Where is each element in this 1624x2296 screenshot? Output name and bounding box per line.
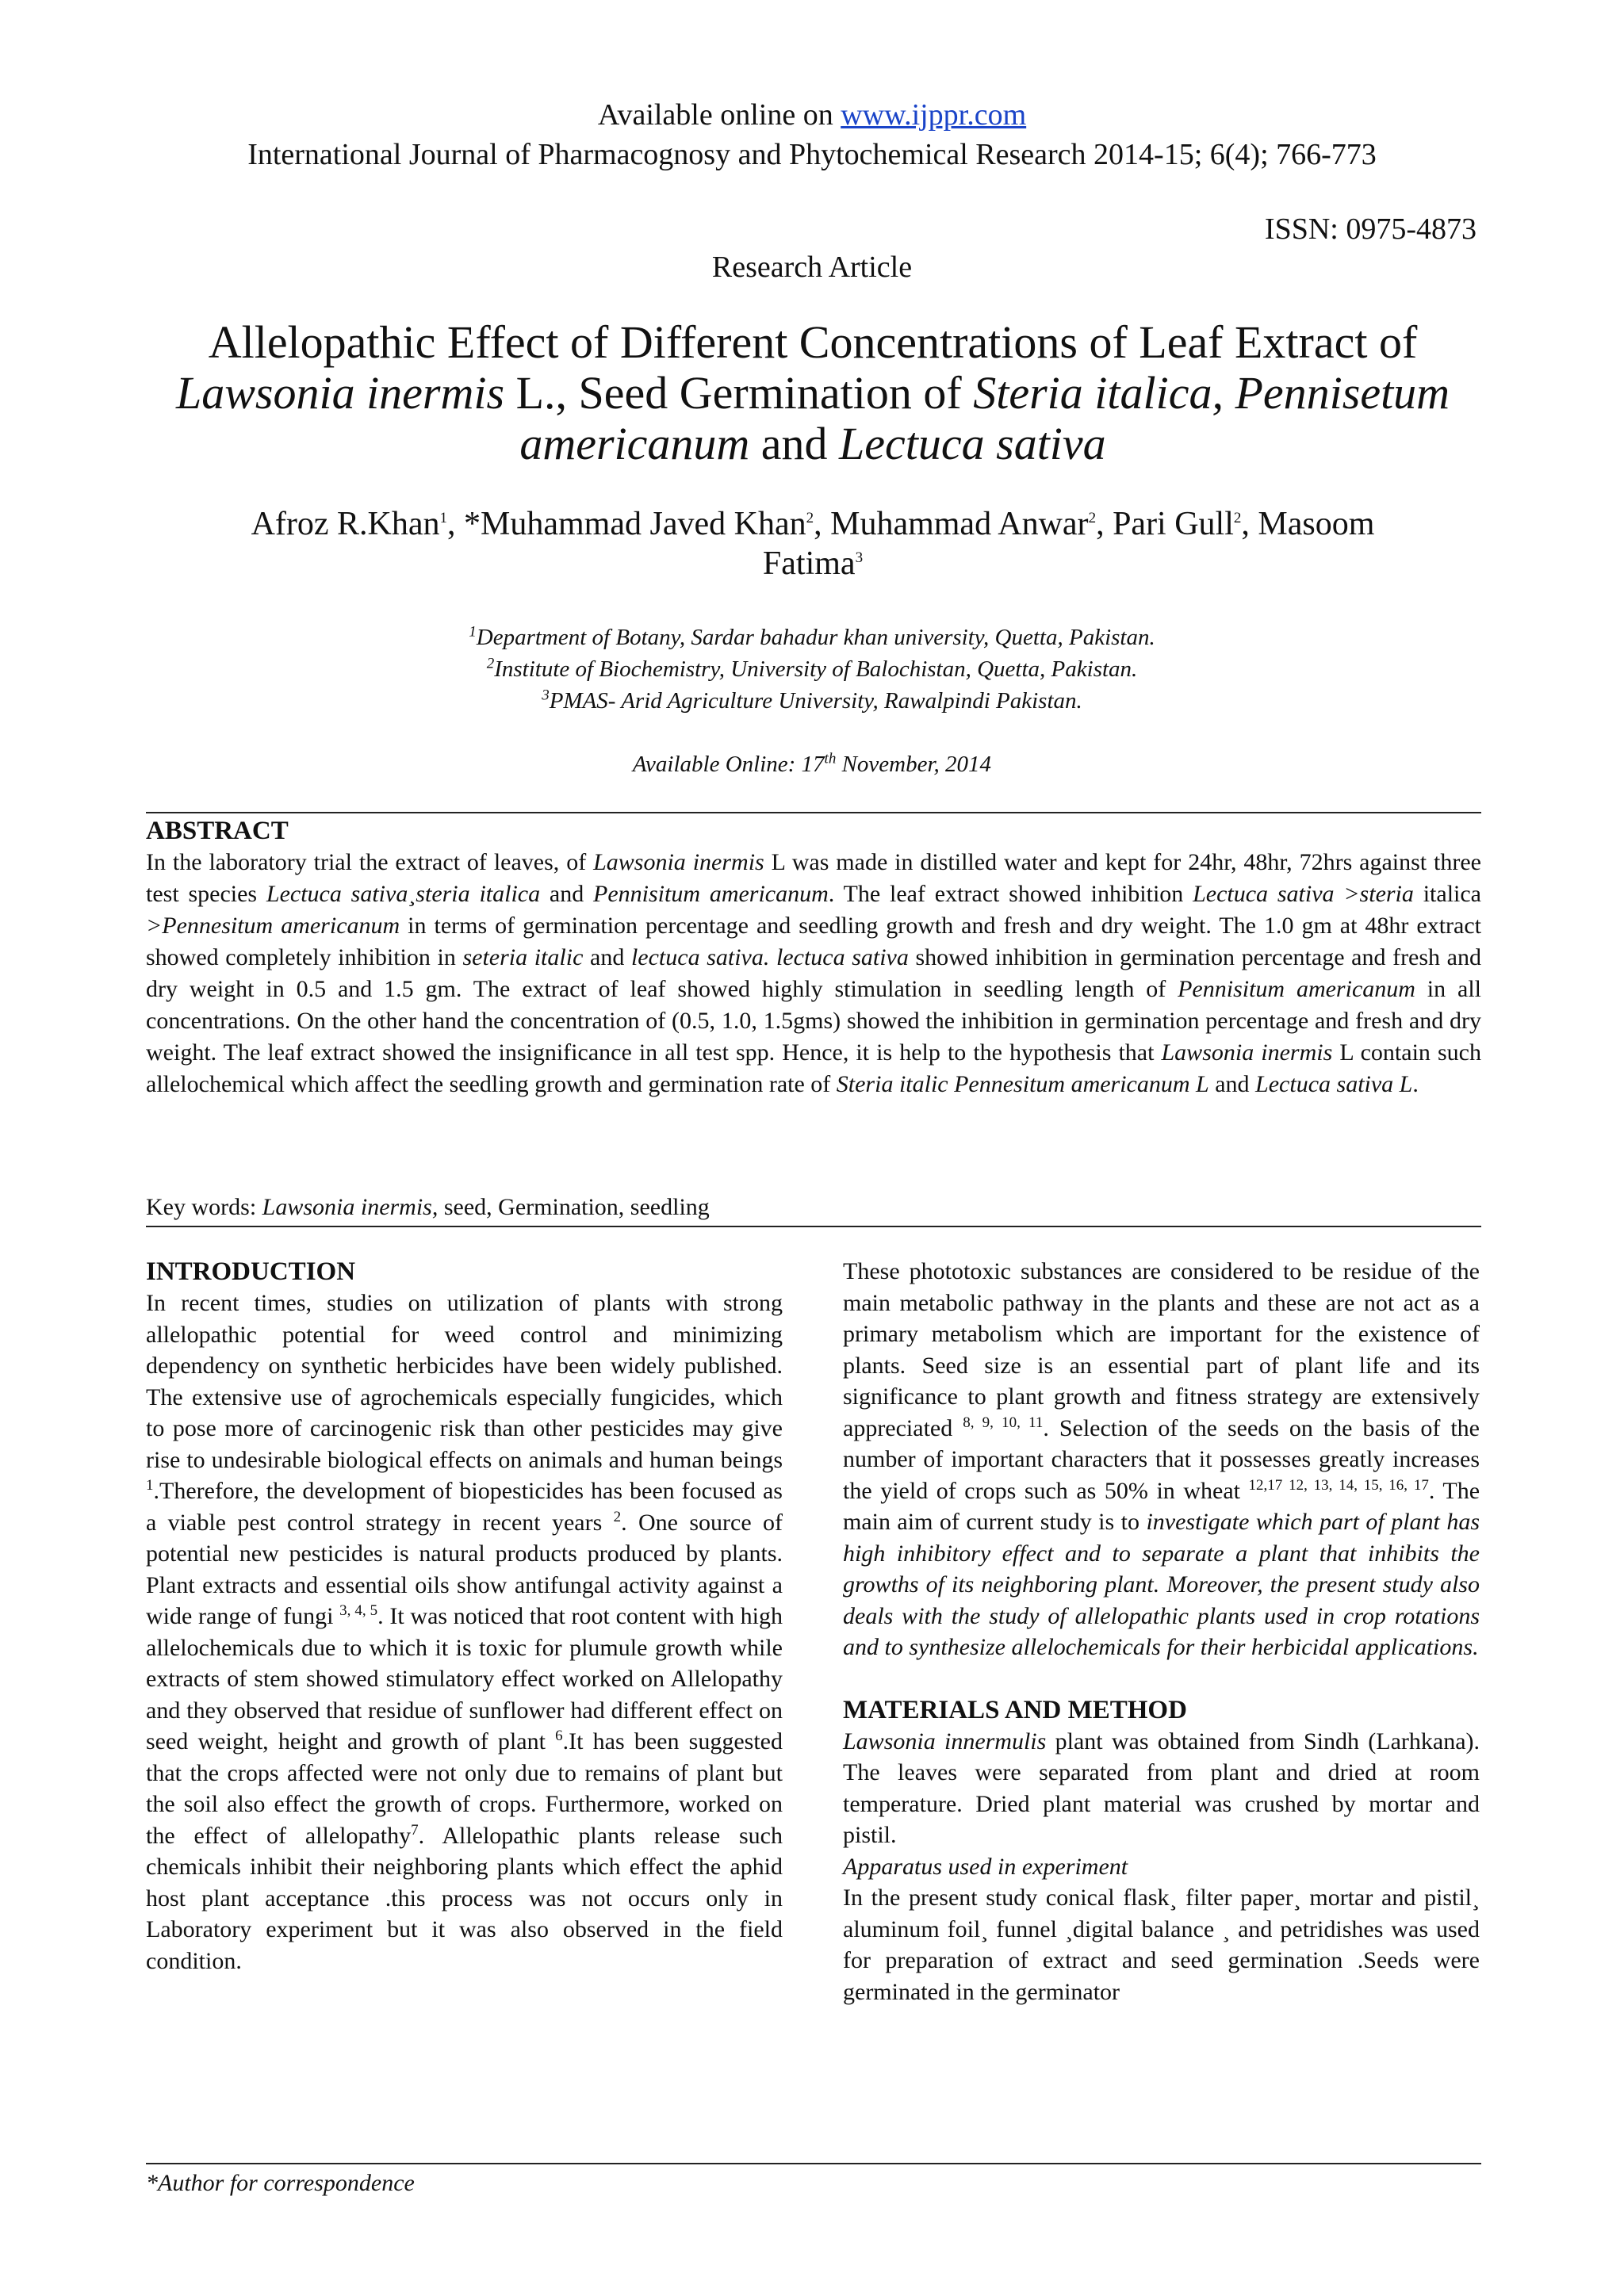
affiliation-1-text: Department of Botany, Sardar bahadur khan university, Quetta, Pakistan. — [476, 625, 1155, 650]
abstract-italic: Pennisitum americanum — [1178, 976, 1415, 1002]
abstract-italic: seteria italic — [462, 944, 584, 970]
abstract-run: and — [583, 944, 631, 970]
affiliation-3 — [0, 685, 1624, 717]
apparatus-subheading — [843, 1851, 1480, 1883]
right-column — [843, 1256, 1480, 2007]
abstract-run: showed inhibition in germination percentage and fresh and dry weight in 0.5 and 1.5 gm. The extract of leaf showed highly stimulation in seedling length of — [146, 944, 1481, 1002]
journal-citation: International Journal of Pharmacognosy and Phytochemical Research 2014-15; 6(4); 766-773 — [247, 138, 1377, 171]
available-online-sup: th — [824, 750, 837, 767]
materials-run: plant was obtained from Sindh (Larhkana). The leaves were separated from plant and dried at room temperature. Dried plant material was crushed by mortar and pistil. — [843, 1728, 1480, 1848]
author-4-affil: 2 — [1233, 510, 1242, 526]
apparatus-subheading-text: Apparatus used in experiment — [843, 1853, 1128, 1880]
paper-title — [119, 317, 1507, 469]
affiliation-2-text: Institute of Biochemistry, University of Balochistan, Quetta, Pakistan. — [494, 656, 1138, 682]
abstract-run: L contain such allelochemical which affect the seedling growth and germination rate of — [146, 1039, 1481, 1097]
abstract-section — [146, 815, 1481, 1100]
abstract-italic: Lawsonia inermis — [593, 849, 764, 875]
abstract-italic: Lectuca sativa L — [1255, 1071, 1413, 1097]
abstract-run: L was made in distilled water and kept for 24hr, 48hr, 72hrs against three test species — [146, 849, 1481, 907]
affiliation-1 — [0, 622, 1624, 653]
intro-run: In recent times, studies on utilization of plants with strong allelopathic potential for weed control and minimizing dependency on synthetic herbicides have been widely published. The extensive use of agrochemicals especially fungicides, which to pose more of carcinogenic risk than other pesticides may give rise to undesirable biological effects on animals and human beings — [146, 1290, 783, 1473]
abstract-run: in all concentrations. On the other hand the concentration of (0.5, 1.0, 1.5gms) showed the inhibition in germination percentage and fresh and dry weight. The leaf extract showed the insignificance in all test spp. Hence, it is help to the hypothesis that — [146, 976, 1481, 1066]
citation-ref: 8, 9, 10, 11 — [963, 1414, 1044, 1431]
author-3-affil: 2 — [1088, 510, 1097, 526]
correspondence-footnote: *Author for correspondence — [146, 2170, 415, 2196]
title-line-3 — [119, 419, 1507, 469]
title-line-1: Allelopathic Effect of Different Concentrations of Leaf Extract of — [208, 316, 1418, 368]
abstract-run: In the laboratory trial the extract of leaves, of — [146, 849, 594, 875]
right-run: . The main aim of current study is to — [843, 1477, 1480, 1535]
abstract-italic: Steria italic Pennesitum americanum L — [836, 1071, 1209, 1097]
materials-method-heading: MATERIALS AND METHOD — [843, 1695, 1187, 1724]
keywords-label: Key words — [146, 1194, 250, 1220]
abstract-run: . — [1412, 1071, 1419, 1097]
abstract-italic: Lawsonia inermis — [1161, 1039, 1333, 1066]
citation-ref: 12,17 12, 13, 14, 15, 16, 17 — [1248, 1476, 1429, 1494]
introduction-column — [146, 1256, 783, 1976]
keywords-separator: : — [249, 1194, 262, 1220]
author-1-affil: 1 — [439, 510, 448, 526]
abstract-run: and — [540, 881, 594, 907]
materials-species: Lawsonia innermulis — [843, 1728, 1047, 1755]
affiliation-2-mark: 2 — [486, 655, 495, 672]
abstract-italic: Lectuca sativa¸steria italica — [266, 881, 541, 907]
keywords-bottom-rule — [146, 1226, 1481, 1227]
materials-text — [843, 1726, 1480, 1851]
author-5: , Masoom — [1241, 506, 1375, 542]
right-intro-text — [843, 1256, 1480, 1663]
abstract-italic: >Pennesitum americanum — [146, 913, 400, 939]
citation-ref: 6 — [555, 1728, 563, 1744]
keywords-line — [146, 1192, 1481, 1223]
introduction-heading: INTRODUCTION — [146, 1257, 356, 1286]
keywords-rest: seed, Germination, seedling — [438, 1194, 710, 1220]
right-run: These phototoxic substances are considered to be residue of the main metabolic pathway in the plants and these are not act as a primary metabolism which are important for the existence of plants. Seed size is an essential part of plant life and its significance to plant growth and fitness strategy are extensively appreciated — [843, 1258, 1480, 1441]
introduction-text — [146, 1288, 783, 1976]
abstract-run: and — [1208, 1071, 1256, 1097]
abstract-heading: ABSTRACT — [146, 817, 289, 845]
intro-run: . One source of potential new pesticides is natural products produced by plants. Plant extracts and essential oils show antifungal activity against a wide range of fungi — [146, 1509, 783, 1629]
title-species-1: Lawsonia inermis — [175, 367, 505, 419]
issn: ISSN: 0975-4873 — [1264, 212, 1477, 246]
title-species-4: Lectuca sativa — [839, 418, 1106, 469]
title-and: and — [749, 418, 840, 469]
citation-ref: 7 — [411, 1821, 419, 1839]
study-aim-italic: investigate which part of plant has high inhibitory effect and to separate a plant that inhibits the growths of its neighboring plant. Moreover, the present study also deals with the study of allelopathic plants used in crop rotations and to synthesize allelochemicals for their herbicidal applications. — [843, 1509, 1480, 1660]
affiliation-2 — [0, 653, 1624, 685]
keyword-species: Lawsonia inermis, — [262, 1194, 439, 1220]
title-line-2 — [119, 368, 1507, 419]
paragraph-gap — [843, 1663, 1480, 1694]
author-4: , Pari Gull — [1096, 506, 1234, 542]
abstract-text — [146, 847, 1481, 1100]
author-1: Afroz R.Khan — [251, 506, 440, 542]
available-online-date — [0, 748, 1624, 780]
citation-ref: 2 — [613, 1508, 622, 1525]
journal-url-link[interactable]: www.ijppr.com — [841, 98, 1027, 132]
title-species-3: americanum — [519, 418, 750, 469]
abstract-run: . The leaf extract showed inhibition — [828, 881, 1193, 907]
abstract-run: italica — [1413, 881, 1481, 907]
abstract-italic: Lectuca sativa >steria — [1193, 881, 1414, 907]
citation-ref: 1 — [146, 1477, 154, 1494]
intro-run: .It has been suggested that the crops affected were not only due to remains of plant but the soil also effect the growth of crops. Furthermore, worked on the effect of allelopathy — [146, 1728, 783, 1849]
author-2: , *Muhammad Javed Khan — [447, 506, 806, 542]
affiliation-1-mark: 1 — [469, 623, 477, 641]
article-type: Research Article — [711, 251, 913, 284]
author-5-surname: Fatima — [762, 545, 856, 582]
title-text-2: L., Seed Germination of — [504, 367, 974, 419]
intro-run: .Therefore, the development of biopesticides has been focused as a viable pest control strategy in recent years — [146, 1478, 783, 1536]
affiliation-3-mark: 3 — [542, 687, 550, 704]
right-run: . Selection of the seeds on the basis of the number of important characters that it possesses greatly increases the yield of crops such as 50% in wheat — [843, 1414, 1480, 1504]
abstract-italic: Pennisitum americanum — [593, 881, 829, 907]
availability-line — [0, 97, 1624, 133]
title-species-2: Steria italica, Pennisetum — [973, 367, 1450, 419]
citation-ref: 3, 4, 5 — [339, 1602, 378, 1619]
author-5-affil: 3 — [855, 549, 864, 566]
author-3: , Muhammad Anwar — [814, 506, 1089, 542]
abstract-top-rule — [146, 812, 1481, 813]
apparatus-text: In the present study conical flask¸ filter paper¸ mortar and pistil¸ aluminum foil¸ funnel ¸digital balance ¸ and petridishes was used for preparation of extract and seed germination .Seeds were germinated in the germinator — [843, 1885, 1480, 2005]
intro-run: . It was noticed that root content with high allelochemicals due to which it is toxic for plumule growth while extracts of stem showed stimulatory effect worked on Allelopathy and they observed that residue of sunflower had different effect on seed weight, height and growth of plant — [146, 1603, 783, 1755]
author-list — [159, 504, 1467, 584]
abstract-run: in terms of germination percentage and seedling growth and fresh and dry weight. The 1.0 gm at 48hr extract showed completely inhibition in — [146, 913, 1481, 970]
available-online-suffix: November, 2014 — [836, 752, 992, 777]
affiliation-3-text: PMAS- Arid Agriculture University, Rawalpindi Pakistan. — [549, 688, 1082, 714]
abstract-italic: lectuca sativa. lectuca sativa — [630, 944, 909, 970]
available-prefix: Available online on — [597, 98, 841, 132]
available-online-prefix: Available Online: 17 — [632, 752, 825, 777]
author-2-affil: 2 — [806, 510, 814, 526]
intro-run: . Allelopathic plants release such chemicals inhibit their neighboring plants which effect the aphid host plant acceptance .this process was not occurs only in Laboratory experiment but it was also observed in the field condition. — [146, 1822, 783, 1974]
footnote-rule — [146, 2163, 1481, 2164]
